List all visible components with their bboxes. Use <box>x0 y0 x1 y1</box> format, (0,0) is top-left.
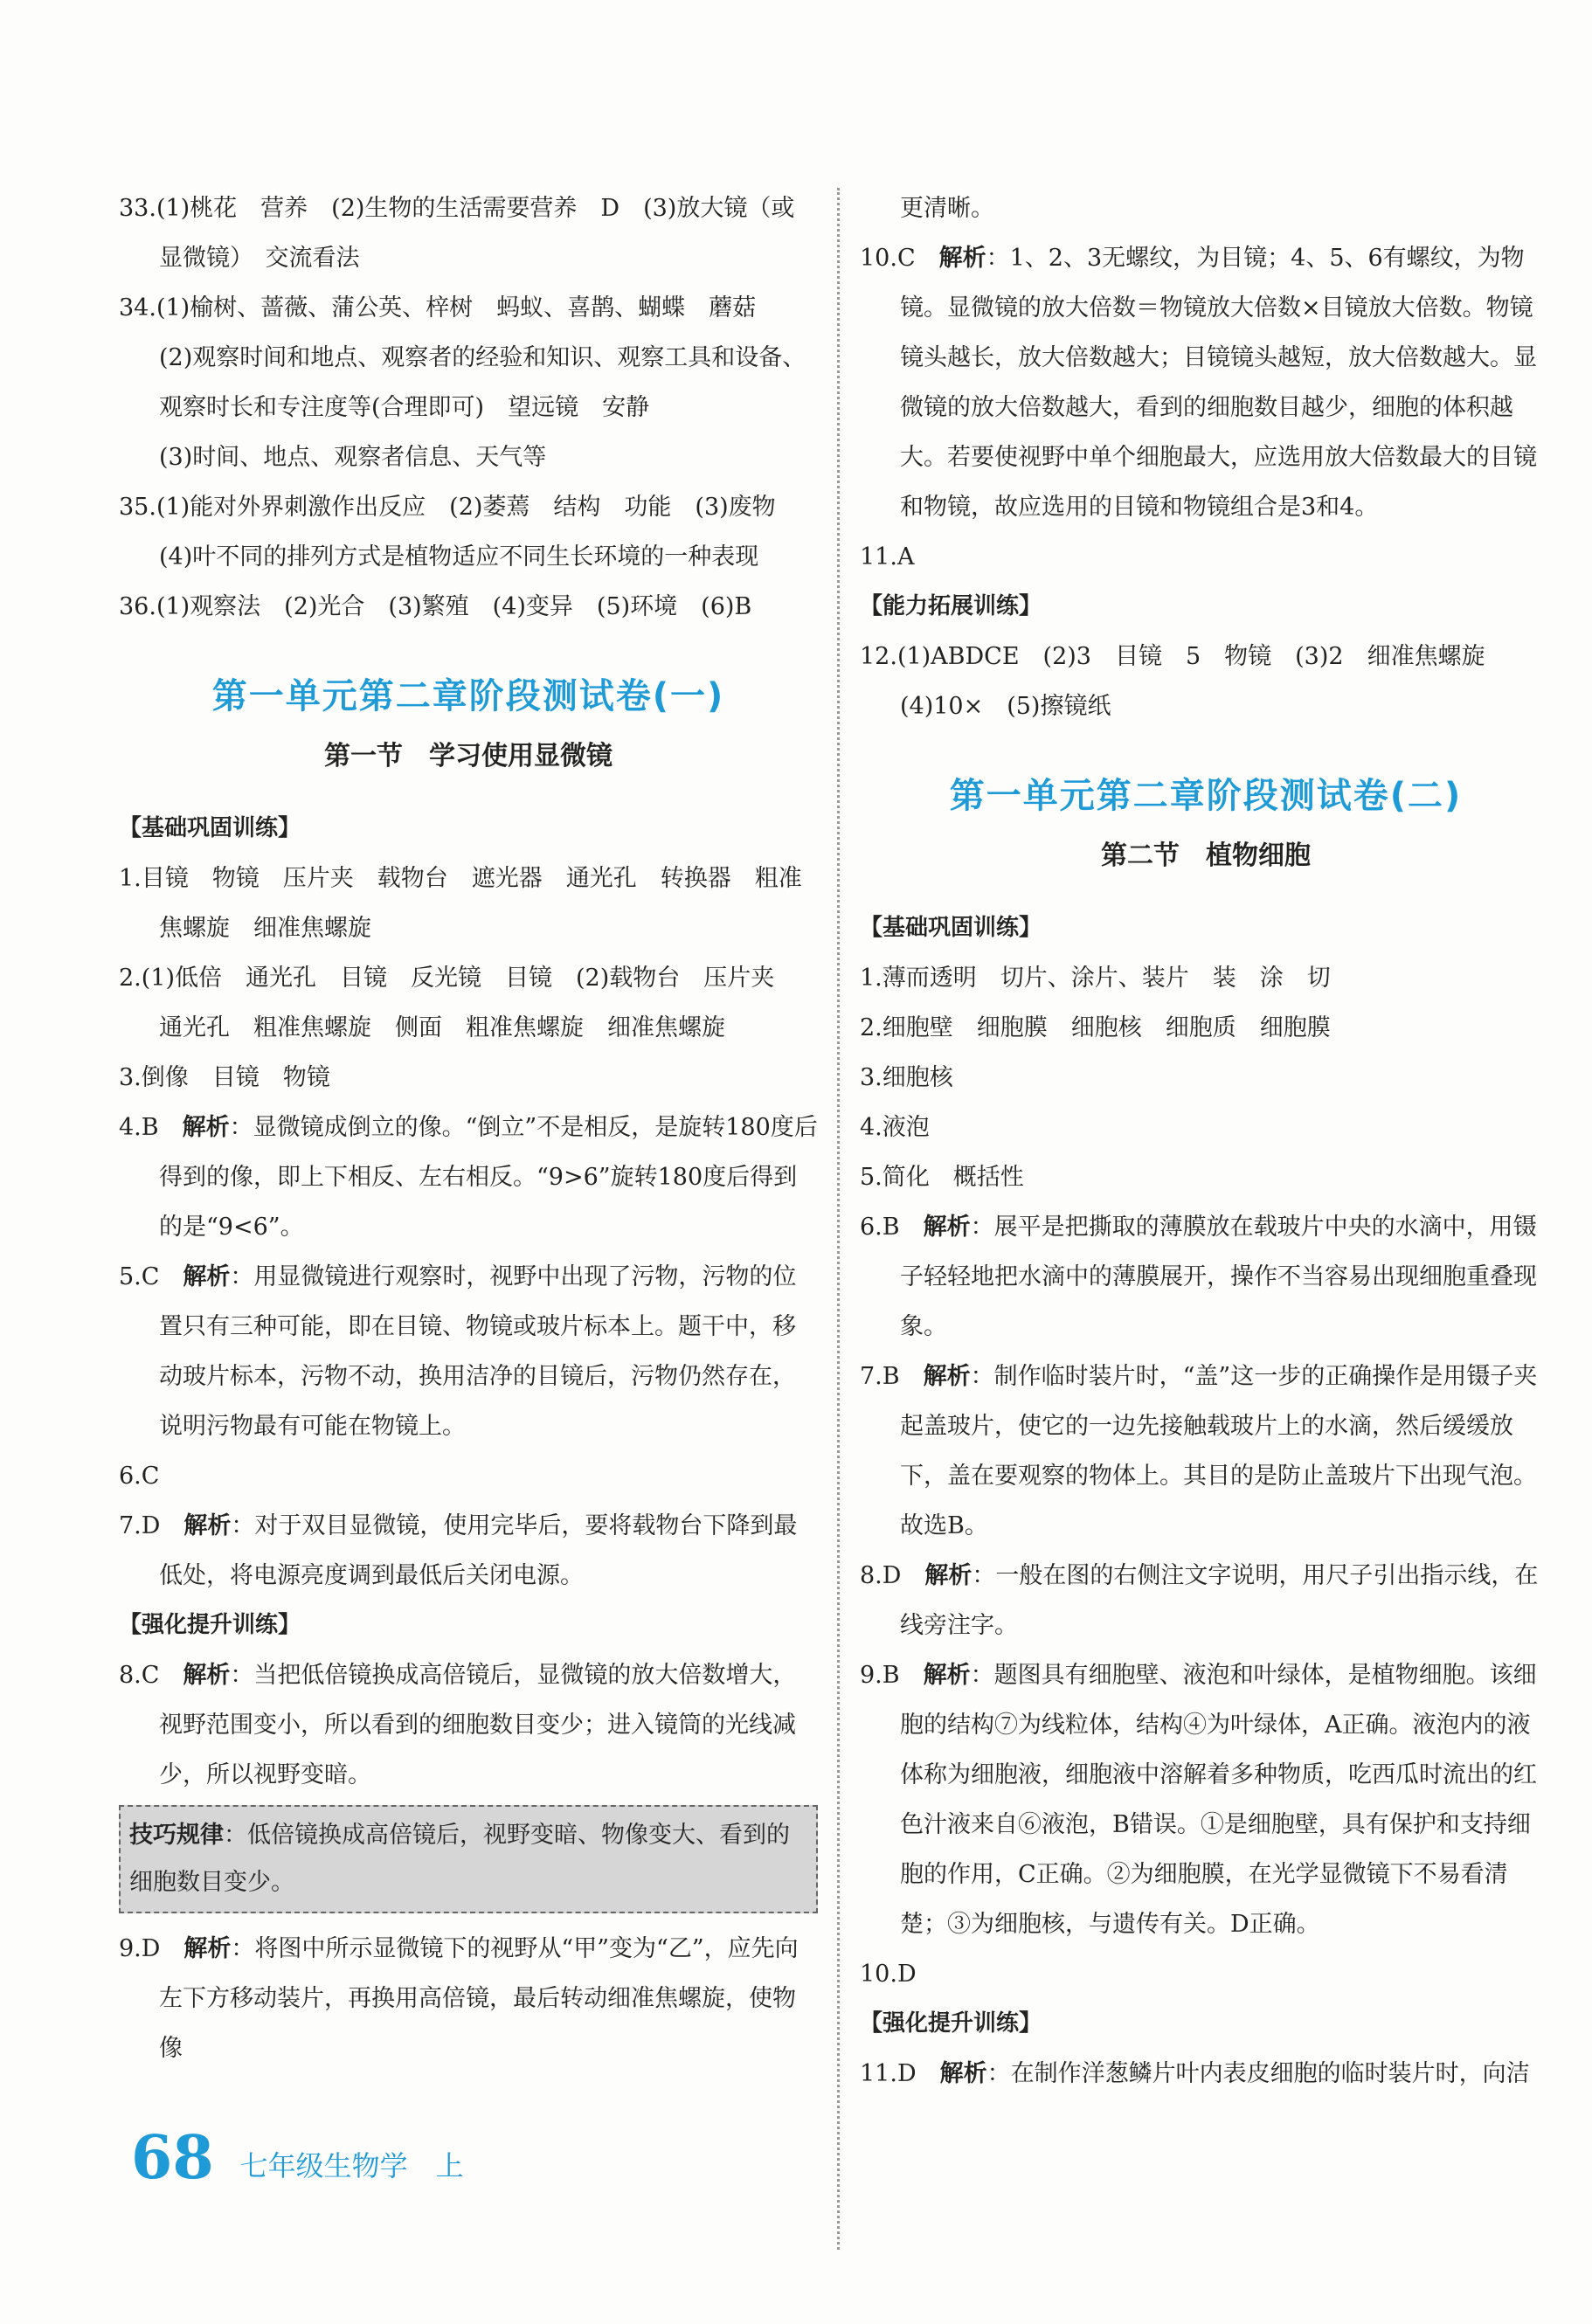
answer-8: 8.C 解析：当把低倍镜换成高倍镜后，显微镜的放大倍数增大，视野范围变小，所以看到的细胞数目变少；进入镜筒的光线减少，所以视野变暗。 <box>119 1662 797 1788</box>
section-header-extension: 【能力拓展训练】 <box>860 593 1042 619</box>
answer-11: 11.A <box>860 543 915 571</box>
tip-box: 技巧规律：低倍镜换成高倍镜后，视野变暗、物像变大、看到的细胞数目变少。 <box>119 1805 818 1913</box>
column-divider <box>837 188 840 2250</box>
footer-label: 七年级生物学 上 <box>239 2149 464 2182</box>
answer-34b: (2)观察时间和地点、观察者的经验和知识、观察工具和设备、观察时长和专注度等(合理即可) 望远镜 安静 <box>159 344 806 421</box>
answer-b9: 9.B 解析：题图具有细胞壁、液泡和叶绿体，是植物细胞。该细胞的结构⑦为线粒体，结构④为叶绿体，A正确。液泡内的液体称为细胞液，细胞液中溶解着多种物质，吃西瓜时流出的红色汁液来自⑥液泡，B错误。①是细胞壁，具有保护和支持细胞的作用，C正确。②为细胞膜，在光学显微镜下不易看清楚；③为细胞核，与遗传有关。D正确。 <box>860 1662 1537 1938</box>
right-column <box>860 183 1552 2099</box>
section-header-advanced-2: 【强化提升训练】 <box>860 2010 1042 2037</box>
answer-1: 1.目镜 物镜 压片夹 载物台 遮光器 通光孔 转换器 粗准焦螺旋 细准焦螺旋 <box>119 865 802 942</box>
section-subtitle-2: 第二节 植物细胞 <box>1101 840 1311 871</box>
answer-b2: 2.细胞壁 细胞膜 细胞核 细胞质 细胞膜 <box>860 1014 1331 1041</box>
answer-4: 4.B 解析：显微镜成倒立的像。“倒立”不是相反，是旋转180度后得到的像，即上下相反、左右相反。“9>6”旋转180度后得到的是“9<6”。 <box>119 1114 818 1241</box>
answer-7: 7.D 解析：对于双目显微镜，使用完毕后，要将载物台下降到最低处，将电源亮度调到最低后关闭电源。 <box>119 1512 798 1589</box>
page-footer <box>131 2123 464 2193</box>
answer-b5: 5.简化 概括性 <box>860 1164 1024 1191</box>
answer-5: 5.C 解析：用显微镜进行观察时，视野中出现了污物，污物的位置只有三种可能，即在目镜、物镜或玻片标本上。题干中，移动玻片标本，污物不动，换用洁净的目镜后，污物仍然存在，说明污物最有可能在物镜上。 <box>119 1263 797 1440</box>
answer-34c: (3)时间、地点、观察者信息、天气等 <box>159 444 547 471</box>
answer-9-continued: 更清晰。 <box>900 195 994 222</box>
answer-36: 36.(1)观察法 (2)光合 (3)繁殖 (4)变异 (5)环境 (6)B <box>119 593 752 620</box>
page-number: 68 <box>131 2123 214 2193</box>
section-title-1: 第一单元第二章阶段测试卷(一) <box>211 676 725 716</box>
answer-9: 9.D 解析：将图中所示显微镜下的视野从“甲”变为“乙”，应先向左下方移动装片，再换用高倍镜，最后转动细准焦螺旋，使物像 <box>119 1935 799 2062</box>
section-header-basic-2: 【基础巩固训练】 <box>860 915 1042 941</box>
answer-b8: 8.D 解析：一般在图的右侧注文字说明，用尺子引出指示线，在线旁注字。 <box>860 1562 1539 1639</box>
left-column <box>119 183 818 2073</box>
answer-34a: 34.(1)榆树、蔷薇、蒲公英、梓树 蚂蚁、喜鹊、蝴蝶 蘑菇 <box>119 294 757 322</box>
answer-2: 2.(1)低倍 通光孔 目镜 反光镜 目镜 (2)载物台 压片夹 通光孔 粗准焦螺旋 侧面 粗准焦螺旋 细准焦螺旋 <box>119 965 799 1041</box>
section-title-2: 第一单元第二章阶段测试卷(二) <box>949 776 1463 816</box>
answer-b11: 11.D 解析：在制作洋葱鳞片叶内表皮细胞的临时装片时，向洁 <box>860 2060 1530 2087</box>
answer-b6: 6.B 解析：展平是把撕取的薄膜放在载玻片中央的水滴中，用镊子轻轻地把水滴中的薄膜展开，操作不当容易出现细胞重叠现象。 <box>860 1214 1537 1340</box>
answer-33: 33.(1)桃花 营养 (2)生物的生活需要营养 D (3)放大镜（或显微镜） 交流看法 <box>119 195 795 272</box>
answer-b3: 3.细胞核 <box>860 1064 953 1091</box>
answer-12: 12.(1)ABDCE (2)3 目镜 5 物镜 (3)2 细准焦螺旋 (4)10× (5)擦镜纸 <box>860 643 1509 720</box>
answer-35: 35.(1)能对外界刺激作出反应 (2)萎蔫 结构 功能 (3)废物 (4)叶不同的排列方式是植物适应不同生长环境的一种表现 <box>119 494 799 571</box>
answer-b4: 4.液泡 <box>860 1114 930 1141</box>
answer-b7: 7.B 解析：制作临时装片时，“盖”这一步的正确操作是用镊子夹起盖玻片，使它的一边先接触载玻片上的水滴，然后缓缓放下，盖在要观察的物体上。其目的是防止盖玻片下出现气泡。故选B。 <box>860 1363 1538 1539</box>
section-header-basic: 【基础巩固训练】 <box>119 815 301 841</box>
answer-b10: 10.D <box>860 1961 917 1988</box>
section-header-advanced: 【强化提升训练】 <box>119 1612 301 1638</box>
answer-10: 10.C 解析：1、2、3无螺纹，为目镜；4、5、6有螺纹，为物镜。显微镜的放大倍数＝物镜放大倍数×目镜放大倍数。物镜镜头越长，放大倍数越大；目镜镜头越短，放大倍数越大。显微镜的放大倍数越大，看到的细胞数目越少，细胞的体积越大。若要使视野中单个细胞最大，应选用放大倍数最大的目镜和物镜，故应选用的目镜和物镜组合是3和4。 <box>860 245 1537 521</box>
section-subtitle-1: 第一节 学习使用显微镜 <box>324 741 613 771</box>
answer-6: 6.C <box>119 1463 160 1490</box>
answer-3: 3.倒像 目镜 物镜 <box>119 1064 330 1091</box>
answer-b1: 1.薄而透明 切片、涂片、装片 装 涂 切 <box>860 965 1331 992</box>
